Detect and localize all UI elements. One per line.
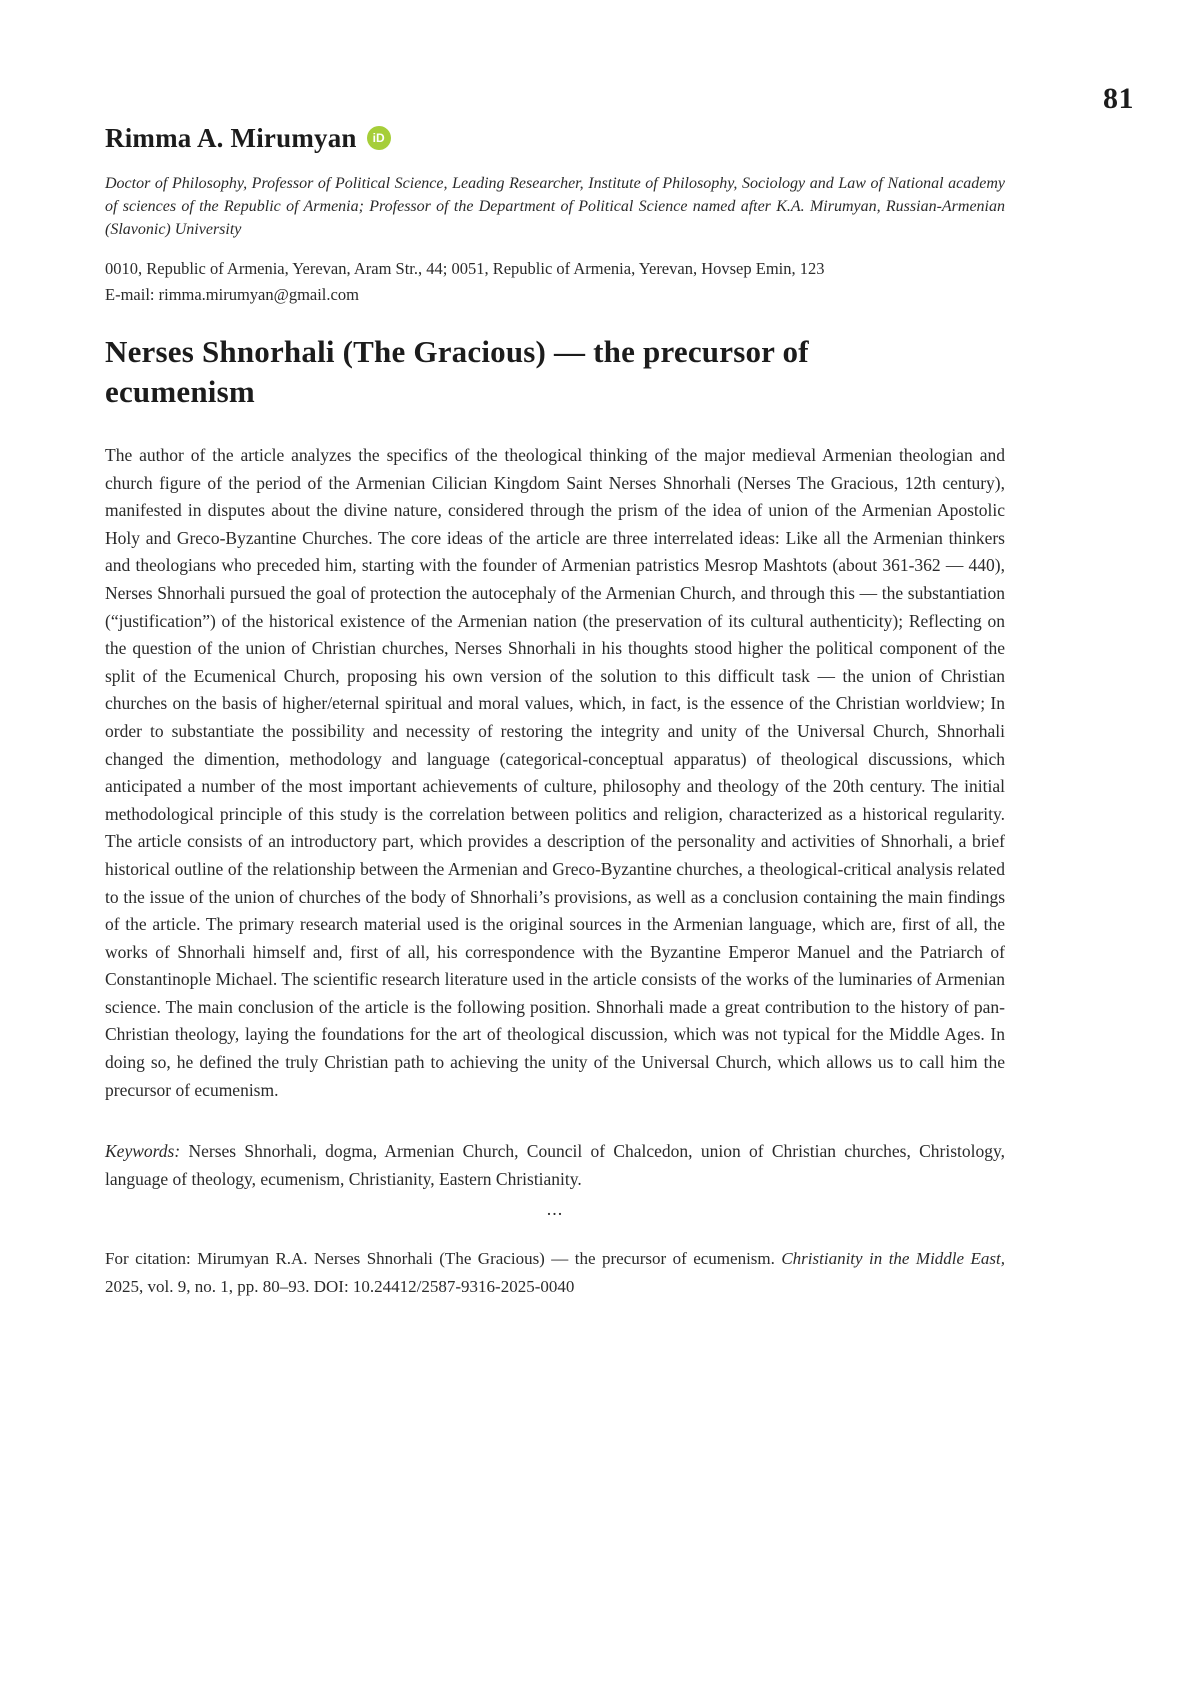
author-header xyxy=(105,120,1005,156)
citation-journal-title: Christianity in the Middle East, xyxy=(781,1249,1005,1269)
author-address: 0010, Republic of Armenia, Yerevan, Aram Str., 44; 0051, Republic of Armenia, Yerevan, Hovsep Emin, 123 xyxy=(105,259,825,278)
author-email: E-mail: rimma.mirumyan@gmail.com xyxy=(105,285,359,304)
author-contact-block xyxy=(105,256,1005,308)
keywords-label: Keywords: xyxy=(105,1141,181,1162)
page-content xyxy=(105,120,1005,1300)
abstract-paragraph: The author of the article analyzes the specifics of the theological thinking of the major medieval Armenian theologian and church figure of the period of the Armenian Cilician Kingdom Saint Nerses Shnorhali (Nerses The Gracious, 12th century), manifested in disputes about the divine nature, considered through the prism of the idea of union of the Armenian Apostolic Holy and Greco-Byzantine Churches. The core ideas of the article are three interrelated ideas: Like all the Armenian thinkers and theologians who preceded him, starting with the founder of Armenian patristics Mesrop Mashtots (about 361-362 — 440), Nerses Shnorhali pursued the goal of protection the autocephaly of the Armenian Church, and through this — the substantiation (“justification”) of the historical existence of the Armenian nation (the preservation of its cultural authenticity); Reflecting on the question of the union of Christian churches, Nerses Shnorhali in his thoughts stood higher the political component of the split of the Ecumenical Church, proposing his own version of the solution to this difficult task — the union of Christian churches on the basis of higher/eternal spiritual and moral values, which, in fact, is the essence of the Christian worldview; In order to substantiate the possibility and necessity of restoring the integrity and unity of the Universal Church, Shnorhali changed the dimention, methodology and language (categorical-conceptual apparatus) of theological discussions, which anticipated a number of the most important achievements of culture, philosophy and theology of the 20th century. The initial methodological principle of this study is the correlation between politics and religion, characterized as a historical regularity. The article consists of an introductory part, which provides a description of the personality and activities of Shnorhali, a brief historical outline of the relationship between the Armenian and Greco-Byzantine churches, a theological-critical analysis related to the issue of the union of churches of the body of Shnorhali’s provisions, as well as a conclusion containing the main findings of the article. The primary research material used is the original sources in the Armenian language, which are, first of all, the works of Shnorhali himself and, first of all, his correspondence with the Byzantine Emperor Manuel and the Patriarch of Constantinople Michael. The scientific research literature used in the article consists of the works of the luminaries of Armenian science. The main conclusion of the article is the following position. Shnorhali made a great contribution to the history of pan-Christian theology, laying the foundations for the art of theological discussion, which was not typical for the Middle Ages. In doing so, he defined the truly Christian path to achieving the unity of the Universal Church, which allows us to call him the precursor of ecumenism. xyxy=(105,445,1005,1100)
section-separator-dots: ... xyxy=(546,1199,564,1220)
citation-paragraph xyxy=(105,1245,1005,1300)
article-title: Nerses Shnorhali (The Gracious) — the precursor of ecumenism xyxy=(105,334,809,409)
keywords-paragraph xyxy=(105,1138,1005,1193)
citation-prefix: For citation: Mirumyan R.A. Nerses Shnorhali (The Gracious) — the precursor of ecumenism. xyxy=(105,1249,775,1269)
author-affiliation: Doctor of Philosophy, Professor of Political Science, Leading Researcher, Institute of Philosophy, Sociology and Law of National academy of sciences of the Republic of Armenia; Professor of the Department of Political Science named after K.A. Mirumyan, Russian-Armenian (Slavonic) University xyxy=(105,175,1005,238)
citation-details: 2025, vol. 9, no. 1, pp. 80–93. DOI: 10.24412/2587-9316-2025-0040 xyxy=(105,1276,575,1296)
keywords-list: Nerses Shnorhali, dogma, Armenian Church, Council of Chalcedon, union of Christian churches, Christology, language of theology, ecumenism, Christianity, Eastern Christianity. xyxy=(105,1141,1005,1189)
orcid-id-icon[interactable]: iD xyxy=(367,126,391,150)
author-name: Rimma A. Mirumyan xyxy=(105,123,357,153)
page-number: 81 xyxy=(1103,82,1134,115)
